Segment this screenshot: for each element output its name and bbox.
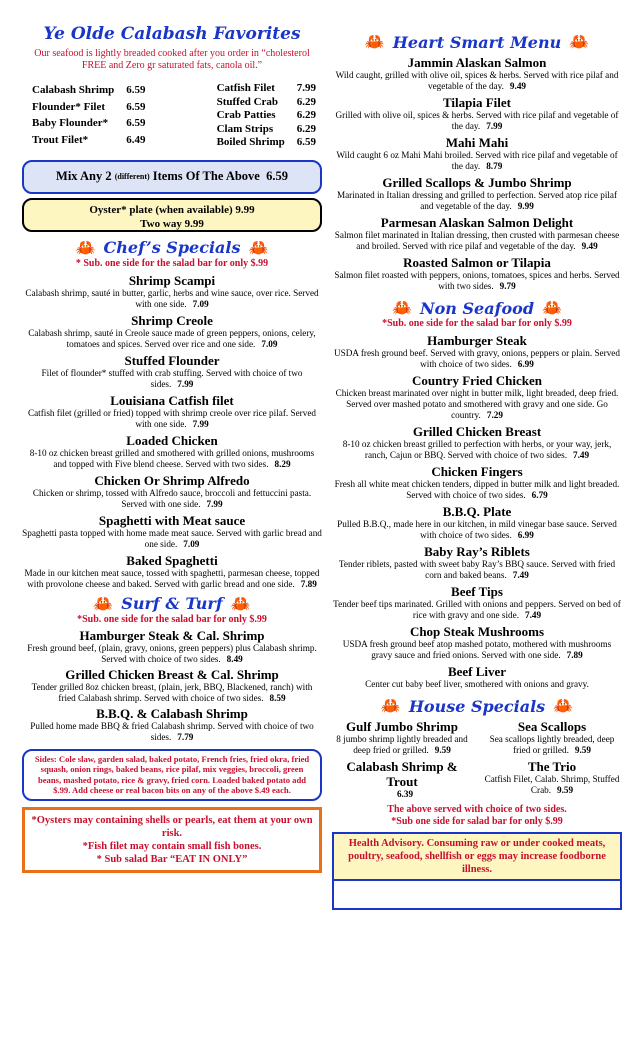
menu-item-name: Country Fried Chicken (412, 373, 542, 388)
menu-item-price: 7.09 (261, 338, 278, 349)
menu-item-name: Grilled Chicken Breast & Cal. Shrimp (65, 666, 279, 682)
favorite-price: 6.59 (126, 100, 146, 113)
menu-item (332, 584, 622, 621)
menu-item (332, 624, 622, 661)
menu-item-desc: Fresh ground beef, (plain, gravy, onions, green peppers) plus Calabash shrimp. Served with choice of two sides. 8.49 (27, 642, 317, 664)
chefs-header (22, 238, 322, 258)
menu-item-desc: 8-10 oz chicken breast grilled and smothered with grilled onions, mushrooms and topped with Five blend cheese. Served with two sides. 8.29 (29, 447, 315, 469)
menu-item (332, 333, 622, 370)
menu-item-desc: Wild caught 6 oz Mahi Mahi broiled. Served with rice pilaf and vegetable of the day. 8.79 (336, 150, 618, 171)
chefs-list (22, 273, 322, 590)
heart-list (332, 55, 622, 292)
favorites-title: Ye Olde Calabash Favorites (43, 24, 301, 44)
crab-icon: 🦀 (248, 239, 269, 257)
house-note-1: The above served with choice of two sides. (387, 804, 567, 815)
menu-item (22, 433, 322, 470)
crab-icon: 🦀 (230, 595, 251, 613)
warning-oysters: *Oysters may containing shells or pearls, eat them at your own risk. (31, 814, 313, 839)
nonseafood-title: Non Seafood (419, 298, 534, 318)
menu-item-price: 6.39 (396, 789, 414, 799)
favorite-name: Stuffed Crab (216, 95, 279, 108)
menu-item-name: Calabash Shrimp & Trout (346, 759, 458, 789)
menu-item-price: 7.49 (525, 610, 542, 620)
menu-item-desc: Chicken breast marinated over night in butter milk, light breaded, deep fried. Served over mashed potato and smothered with gravy and one side. Go country. 7.29 (335, 388, 619, 420)
menu-item-desc: USDA fresh ground beef. Served with gravy, onions, peppers or plain. Served with choice of two sides. 6.99 (334, 348, 620, 369)
house-left (332, 716, 472, 800)
menu-item-desc: Calabash shrimp, sauté in Creole sauce made of green peppers, onions, celery, tomatoes and spices. Served over rice and one side. 7.09 (28, 327, 316, 349)
menu-item-price: 9.49 (509, 81, 526, 91)
menu-item-name: Chicken Fingers (431, 464, 523, 479)
surf-header (22, 594, 322, 614)
right-column (332, 0, 622, 910)
menu-item (332, 175, 622, 212)
favorite-price: 6.59 (126, 83, 146, 96)
menu-item-name: Sea Scallops (517, 719, 587, 734)
menu-item-name: Hamburger Steak (427, 333, 527, 348)
menu-item (22, 393, 322, 430)
menu-item (22, 313, 322, 350)
menu-item-name: The Trio (527, 759, 577, 774)
menu-item-price: 7.09 (183, 538, 200, 549)
favorite-name: Catfish Filet (216, 82, 275, 94)
favorite-name: Clam Strips (216, 122, 274, 135)
nonseafood-list (332, 333, 622, 690)
menu-item-name: B.B.Q. & Calabash Shrimp (96, 705, 248, 721)
menu-item-desc: Center cut baby beef liver, smothered with onions and gravy. (365, 679, 589, 689)
advisory-text: Health Advisory. Consuming raw or under cooked meats, poultry, seafood, shellfish or eggs may increase foodborne illness. (334, 834, 620, 881)
menu-item-name: Shrimp Creole (131, 312, 213, 328)
crab-icon: 🦀 (93, 595, 114, 613)
menu-item-price: 9.49 (581, 241, 598, 251)
house-right (482, 716, 622, 800)
favorite-price: 6.59 (296, 136, 316, 148)
menu-item-name: Spaghetti with Meat sauce (98, 512, 246, 528)
menu-item (22, 706, 322, 743)
menu-item-price: 6.79 (531, 490, 548, 500)
menu-item-name: Shrimp Scampi (128, 272, 216, 288)
menu-item-name: Louisiana Catfish filet (110, 392, 234, 408)
menu-item (332, 95, 622, 132)
menu-item-price: 8.79 (486, 161, 503, 171)
menu-item-desc: Grilled with olive oil, spices & herbs. Served with rice pilaf and vegetable of the day. 7.99 (335, 110, 619, 131)
heart-title: Heart Smart Menu (392, 32, 562, 52)
nonseafood-header (332, 298, 622, 318)
menu-item (332, 544, 622, 581)
favorite-name: Boiled Shrimp (216, 136, 285, 148)
menu-item (332, 215, 622, 252)
menu-item-desc: Salmon filet marinated in Italian dressing, then crusted with parmesan cheese and broiled. Served with rice pilaf and vegetable of the day. 9.49 (334, 230, 620, 251)
favorites-note: Our seafood is lightly breaded cooked after you order in “cholesterol FREE and Zero gr saturated fats, canola oil.” (34, 48, 310, 71)
warning-saladbar: * Sub salad Bar “EAT IN ONLY” (96, 853, 248, 865)
favorite-row (215, 123, 318, 137)
advisory-box (332, 832, 622, 910)
favorite-price: 6.59 (126, 117, 146, 130)
warnings-box (22, 807, 322, 873)
menu-item-name: Beef Liver (447, 664, 507, 679)
favorite-name: Calabash Shrimp (32, 83, 115, 96)
crab-icon: 🦀 (553, 698, 574, 715)
menu-item-price: 9.59 (557, 785, 574, 795)
menu-item-name: Loaded Chicken (126, 432, 218, 448)
menu-item-price: 7.49 (573, 450, 590, 460)
oyster-twoway-label: Two way (140, 217, 182, 230)
mix-price: 6.59 (266, 169, 288, 183)
favorite-price: 6.29 (296, 122, 316, 135)
crab-icon: 🦀 (392, 300, 412, 317)
menu-item-name: Hamburger Steak & Cal. Shrimp (79, 627, 265, 643)
favorite-name: Trout Filet* (32, 134, 89, 147)
favorite-price: 6.29 (296, 109, 316, 121)
mix-label: Mix Any 2 (56, 169, 112, 183)
menu-item-name: Tilapia Filet (442, 95, 511, 110)
menu-item (332, 135, 622, 172)
sides-box: Sides: Cole slaw, garden salad, baked potato, French fries, fried okra, fried squash, onion rings, baked beans, rice pilaf, mix veggies, broccoli, green beans, mashed potato, rice & gravy, fried corn. Loaded baked potato add $.99. Add cheese or real bacon bits on any of the above $.49 each. (22, 749, 322, 801)
favorites-left-table (30, 82, 147, 150)
menu-item-desc: Filet of flounder* stuffed with crab stuffing. Served with choice of two sides. 7.99 (41, 367, 303, 389)
menu-item (22, 473, 322, 510)
menu-item-price: 7.99 (192, 418, 209, 429)
oyster-plate-label: Oyster* plate (when available) (89, 203, 233, 216)
surf-list (22, 628, 322, 743)
menu-item-name: Beef Tips (451, 584, 503, 599)
menu-item-desc: Chicken or shrimp, tossed with Alfredo sauce, broccoli and fettuccini pasta. Served with one side. 7.99 (32, 487, 312, 509)
house-title: House Specials (408, 696, 546, 716)
favorite-name: Flounder* Filet (32, 100, 106, 113)
menu-item-price: 9.59 (574, 745, 591, 755)
favorite-row (30, 99, 147, 116)
menu-item-price: 7.89 (300, 578, 317, 589)
menu-item-price: 8.49 (226, 653, 243, 664)
menu-item-desc (332, 789, 472, 800)
menu-item-price: 8.59 (269, 692, 286, 703)
menu-item-desc: Tender beef tips marinated. Grilled with onions and peppers. Served on bed of rice with gravy and one side. 7.49 (333, 599, 621, 620)
menu-item-price: 6.99 (517, 530, 534, 540)
menu-item-desc: Catfish Filet, Calab. Shrimp, Stuffed Crab. 9.59 (484, 774, 620, 795)
menu-item-price: 7.99 (486, 121, 503, 131)
menu-item-desc: Pulled home made BBQ & fried Calabash shrimp. Served with choice of two sides. 7.79 (30, 720, 314, 742)
oyster-plate-price: 9.99 (235, 203, 255, 216)
menu-item-desc: Made in our kitchen meat sauce, tossed with spaghetti, parmesan cheese, topped with provolone cheese and baked. Served with garlic bread and one side. 7.89 (24, 567, 320, 589)
menu-item (22, 353, 322, 390)
menu-item-desc: Pulled B.B.Q., made here in our kitchen, in mild vinegar base sauce. Served with choice of two sides. 6.99 (337, 519, 617, 540)
menu-item-name: Mahi Mahi (445, 135, 509, 150)
menu-item-name: Gulf Jumbo Shrimp (346, 719, 458, 734)
menu-item-desc: Tender riblets, pasted with sweet baby Ray’s BBQ sauce. Served with fried corn and baked beans. 7.49 (338, 559, 616, 580)
menu-item (22, 628, 322, 665)
favorites-right-table (215, 82, 318, 150)
menu-item-name: Baked Spaghetti (126, 552, 218, 568)
favorite-row (30, 133, 147, 150)
menu-item-desc: USDA fresh ground beef atop mashed potato, mothered with mushrooms gravy sauce and fried onions. Served with one side. 7.89 (342, 639, 612, 660)
menu-item-price: 7.49 (512, 570, 529, 580)
favorite-price: 6.29 (296, 95, 316, 108)
chefs-title: Chef’s Specials (103, 238, 241, 257)
warning-bones: *Fish filet may contain small fish bones. (82, 840, 262, 852)
menu-item-desc: Marinated in Italian dressing and grilled to perfection. Served atop rice pilaf and vegetable of the day. 9.99 (336, 190, 618, 211)
menu-item-price: 7.79 (177, 731, 194, 742)
menu-item (22, 513, 322, 550)
menu-item (332, 424, 622, 461)
menu-item-price: 7.89 (566, 650, 583, 660)
favorite-row (30, 116, 147, 133)
menu-item (22, 667, 322, 704)
menu-item (22, 273, 322, 310)
menu-item-desc: Tender grilled 8oz chicken breast, (plain, jerk, BBQ, Blackened, ranch) with fried Calabash shrimp. Served with choice of two sides. 8.59 (31, 681, 313, 703)
menu-item-price: 7.29 (486, 410, 503, 420)
menu-item-price: 7.99 (177, 378, 194, 389)
menu-item-price: 6.99 (517, 359, 534, 369)
menu-item (482, 759, 622, 796)
menu-item-desc: Salmon filet roasted with peppers, onions, tomatoes, spices and herbs. Served with two sides. 9.79 (334, 270, 620, 291)
menu-item-desc: Spaghetti pasta topped with home made meat sauce. Served with garlic bread and one side. 7.09 (22, 527, 322, 549)
menu-item (332, 664, 622, 690)
menu-item-desc: Sea scallops lightly breaded, deep fried or grilled. 9.59 (489, 734, 615, 755)
chefs-sub: * Sub. one side for the salad bar for only $.99 (75, 257, 269, 269)
menu-item-price: 7.99 (206, 498, 223, 509)
menu-item-desc: Calabash shrimp, sauté in butter, garlic, herbs and wine sauce, over rice. Served with one side. 7.09 (25, 287, 319, 309)
favorite-row (215, 109, 318, 123)
menu-item-desc: Fresh all white meat chicken tenders, dipped in butter milk and light breaded. Served with choice of two sides. 6.79 (334, 479, 620, 500)
menu-item-name: Parmesan Alaskan Salmon Delight (380, 215, 574, 230)
menu-item-name: Grilled Scallops & Jumbo Shrimp (382, 175, 572, 190)
menu-item-price: 9.59 (434, 745, 451, 755)
menu-item-name: Roasted Salmon or Tilapia (403, 255, 551, 270)
menu-item (332, 464, 622, 501)
menu-item-name: Chicken Or Shrimp Alfredo (94, 472, 250, 488)
menu-item-name: B.B.Q. Plate (442, 504, 512, 519)
menu-item (332, 373, 622, 421)
crab-icon: 🦀 (542, 300, 562, 317)
menu-item-desc: Wild caught, grilled with olive oil, spices & herbs. Served with rice pilaf and vegetable of the day. 9.49 (335, 70, 619, 91)
crab-icon: 🦀 (380, 698, 401, 715)
menu-item-desc: 8 jumbo shrimp lightly breaded and deep fried or grilled. 9.59 (336, 734, 468, 755)
mix-any-box (22, 160, 322, 194)
favorite-price: 6.49 (126, 134, 146, 147)
oyster-twoway-price: 9.99 (184, 217, 204, 230)
menu-item-price: 8.29 (274, 458, 291, 469)
menu-item (482, 719, 622, 756)
nonseafood-sub: *Sub. one side for the salad bar for only $.99 (382, 318, 572, 329)
favorites-list (30, 82, 318, 150)
favorite-price: 7.99 (296, 82, 316, 94)
favorite-row (215, 82, 318, 96)
crab-icon: 🦀 (364, 34, 385, 51)
favorite-row (30, 82, 147, 99)
crab-icon: 🦀 (569, 34, 590, 51)
menu-item (332, 759, 472, 800)
menu-item-desc: Catfish filet (grilled or fried) topped with shrimp creole over rice pilaf. Served with one side. 7.99 (27, 407, 317, 429)
surf-title: Surf & Turf (121, 594, 223, 613)
mix-items: Items Of The Above (152, 169, 260, 183)
heart-header (332, 32, 622, 52)
menu-item (332, 504, 622, 541)
menu-item-name: Stuffed Flounder (124, 352, 220, 368)
favorite-row (215, 136, 318, 150)
favorite-name: Baby Flounder* (32, 117, 109, 130)
oyster-box (22, 198, 322, 232)
surf-sub: *Sub. one side for the salad bar for only $.99 (77, 613, 267, 625)
menu-item (22, 553, 322, 590)
menu-item-name: Chop Steak Mushrooms (409, 624, 545, 639)
house-header (332, 696, 622, 716)
menu-item (332, 719, 472, 756)
favorite-name: Crab Patties (216, 109, 276, 121)
menu-item (332, 255, 622, 292)
menu-item-price: 7.09 (192, 298, 209, 309)
menu-item-name: Baby Ray’s Riblets (424, 544, 530, 559)
house-grid (332, 716, 622, 800)
menu-item-desc: 8-10 oz chicken breast grilled to perfection with herbs, or your way, jerk, ranch, Cajun or BBQ. Served with choice of two sides. 7.49 (342, 439, 612, 460)
favorite-row (215, 96, 318, 110)
menu-item-price: 9.99 (517, 201, 534, 211)
crab-icon: 🦀 (75, 239, 96, 257)
menu-item-price: 9.79 (499, 281, 516, 291)
house-note-2: *Sub one side for salad bar for only $.99 (391, 816, 563, 827)
menu-item-name: Jammin Alaskan Salmon (407, 55, 547, 70)
menu-item-name: Grilled Chicken Breast (412, 424, 542, 439)
left-column (22, 0, 322, 873)
menu-item (332, 55, 622, 92)
mix-different: (different) (114, 172, 150, 181)
